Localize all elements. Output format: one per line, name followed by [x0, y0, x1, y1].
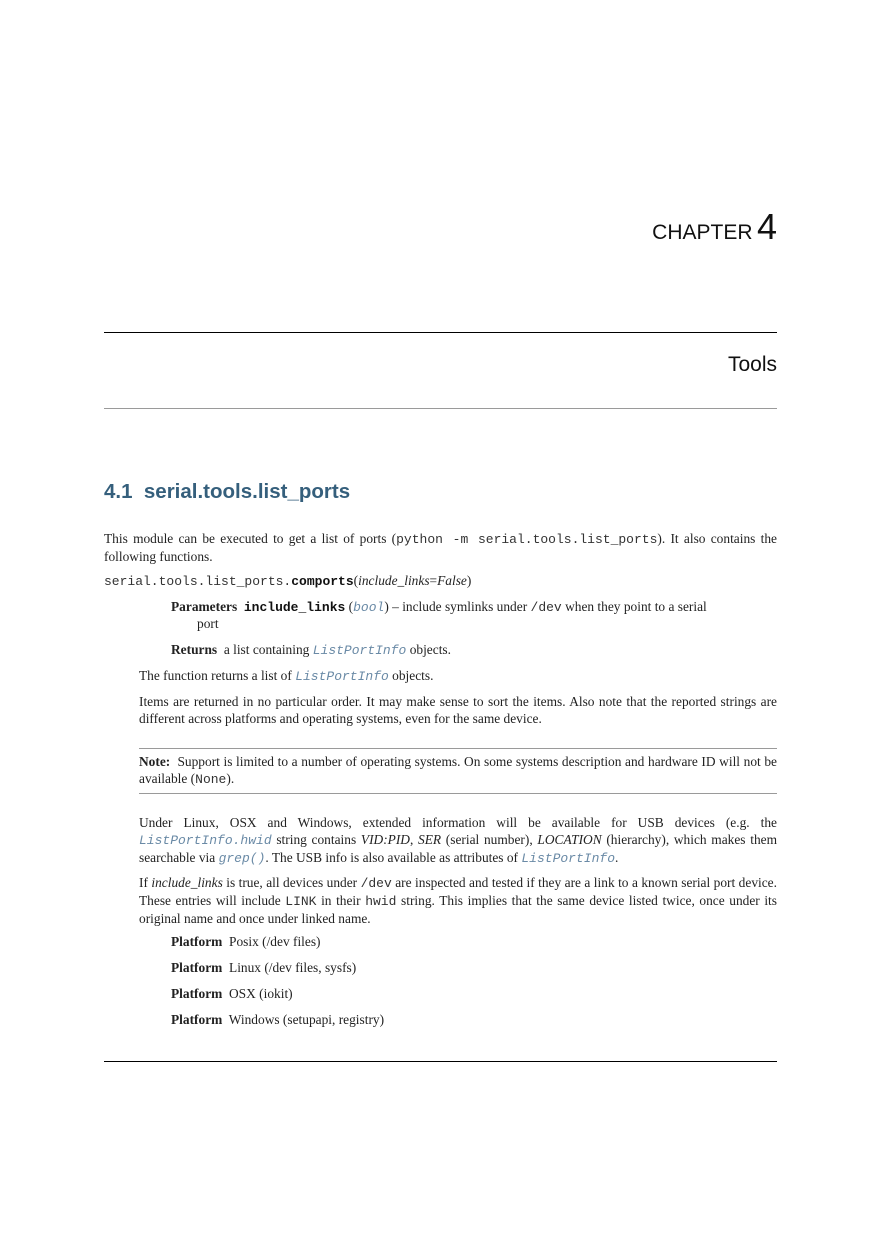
platform-value: Linux (/dev files, sysfs) — [229, 960, 357, 975]
platform-value: OSX (iokit) — [229, 986, 293, 1001]
returns-ref-link[interactable]: ListPortInfo — [312, 643, 407, 658]
parameters-label: Parameters — [171, 599, 238, 614]
platform-label: Platform — [171, 1012, 223, 1027]
note-code: None — [195, 772, 227, 787]
usb-text: Under Linux, OSX and Windows, extended information will be available for USB devices (e.g. the — [139, 815, 777, 830]
platform-value: Posix (/dev files) — [229, 934, 321, 949]
usb-text-2: string contains — [271, 832, 361, 847]
platform-label: Platform — [171, 960, 223, 975]
section-heading — [104, 480, 350, 504]
section-number: 4.1 — [104, 480, 133, 503]
platform-item — [171, 933, 384, 959]
links-param: include_links — [151, 875, 223, 890]
note-text: Support is limited to a number of operating systems. On some systems description and hardware ID will not be available ( — [139, 754, 777, 786]
links-code-link: LINK — [285, 894, 317, 909]
chapter-number: 4 — [756, 206, 777, 247]
returns-text: a list containing — [223, 642, 313, 657]
desc-ref-link[interactable]: ListPortInfo — [295, 669, 389, 684]
returns-field — [171, 641, 451, 659]
function-signature — [104, 572, 471, 590]
usb-text-3: , — [409, 832, 419, 847]
usb-text-4: (serial number), — [441, 832, 538, 847]
param-name: include_links — [243, 600, 346, 615]
param-type-link[interactable]: bool — [353, 600, 385, 615]
links-paragraph — [139, 874, 777, 927]
platform-value: Windows (setupapi, registry) — [228, 1012, 385, 1027]
links-text: If — [139, 875, 152, 890]
chapter-rule-top — [104, 332, 777, 333]
usb-ser: SER — [418, 832, 442, 847]
usb-text-6: . The USB info is also available as attributes of — [265, 850, 522, 865]
desc-paragraph-1 — [139, 667, 433, 685]
links-text-2: is true, all devices under — [222, 875, 361, 890]
param-type-open: ( — [348, 599, 354, 614]
usb-paragraph — [139, 814, 777, 867]
platform-item — [171, 959, 384, 985]
param-desc-2: when they point to a serial — [561, 599, 707, 614]
links-text-5: string. This implies that the same device listed twice, once under its original name and once under linked name. — [139, 893, 777, 926]
usb-location: LOCATION — [537, 832, 602, 847]
usb-text-5: (hierarchy), which makes them searchable via — [139, 832, 778, 865]
intro-text-2: ). It also contains the following functions. — [104, 531, 777, 564]
chapter-rule-bottom — [104, 408, 777, 409]
intro-code: python -m serial.tools.list_ports — [396, 532, 658, 547]
usb-text-7: . — [615, 850, 619, 865]
signature-module: serial.tools.list_ports. — [104, 574, 292, 589]
listportinfo-ref-link[interactable]: ListPortInfo — [521, 851, 615, 866]
desc-text: The function returns a list of — [139, 668, 296, 683]
returns-label: Returns — [171, 642, 218, 657]
links-text-4: in their — [316, 893, 366, 908]
note-rule-top — [139, 748, 777, 749]
signature-paren-open: ( — [353, 573, 359, 588]
chapter-title: Tools — [727, 353, 777, 376]
returns-text-2: objects. — [406, 642, 451, 657]
hwid-ref-link[interactable]: ListPortInfo.hwid — [139, 833, 272, 848]
links-code-hwid: hwid — [365, 894, 397, 909]
desc-text-2: objects. — [388, 668, 434, 683]
platform-list — [171, 933, 384, 1037]
parameters-field — [171, 598, 761, 616]
signature-eq: = — [429, 573, 438, 588]
grep-ref-link[interactable]: grep() — [218, 851, 266, 866]
platform-item — [171, 1011, 384, 1037]
links-code-dev: /dev — [360, 876, 392, 891]
note-label: Note: — [139, 754, 171, 769]
section-end-rule — [104, 1061, 777, 1062]
intro-text: This module can be executed to get a list of ports ( — [104, 531, 397, 546]
signature-paren-close: ) — [466, 573, 472, 588]
param-desc-continuation: port — [197, 616, 219, 631]
param-code-dev: /dev — [530, 600, 562, 615]
platform-item — [171, 985, 384, 1011]
desc-paragraph-2: Items are returned in no particular order. It may make sense to sort the items. Also note that the reported strings are different across platforms and operating systems, even for the same device. — [139, 694, 777, 726]
platform-label: Platform — [171, 934, 223, 949]
signature-name: comports — [291, 574, 354, 589]
chapter-label: CHAPTER — [652, 221, 753, 244]
usb-vidpid: VID:PID — [360, 832, 410, 847]
links-text-3: are inspected and tested if they are a link to a known serial port device. These entries will include — [139, 875, 777, 908]
platform-label: Platform — [171, 986, 223, 1001]
intro-paragraph — [104, 530, 777, 565]
note-text-2: ). — [226, 771, 235, 786]
param-desc: ) – include symlinks under — [384, 599, 531, 614]
note-rule-bottom — [139, 793, 777, 794]
signature-default: False — [437, 573, 467, 588]
signature-param: include_links — [358, 573, 430, 588]
note-box — [139, 753, 777, 788]
chapter-heading — [652, 206, 777, 248]
section-title: serial.tools.list_ports — [143, 480, 351, 503]
